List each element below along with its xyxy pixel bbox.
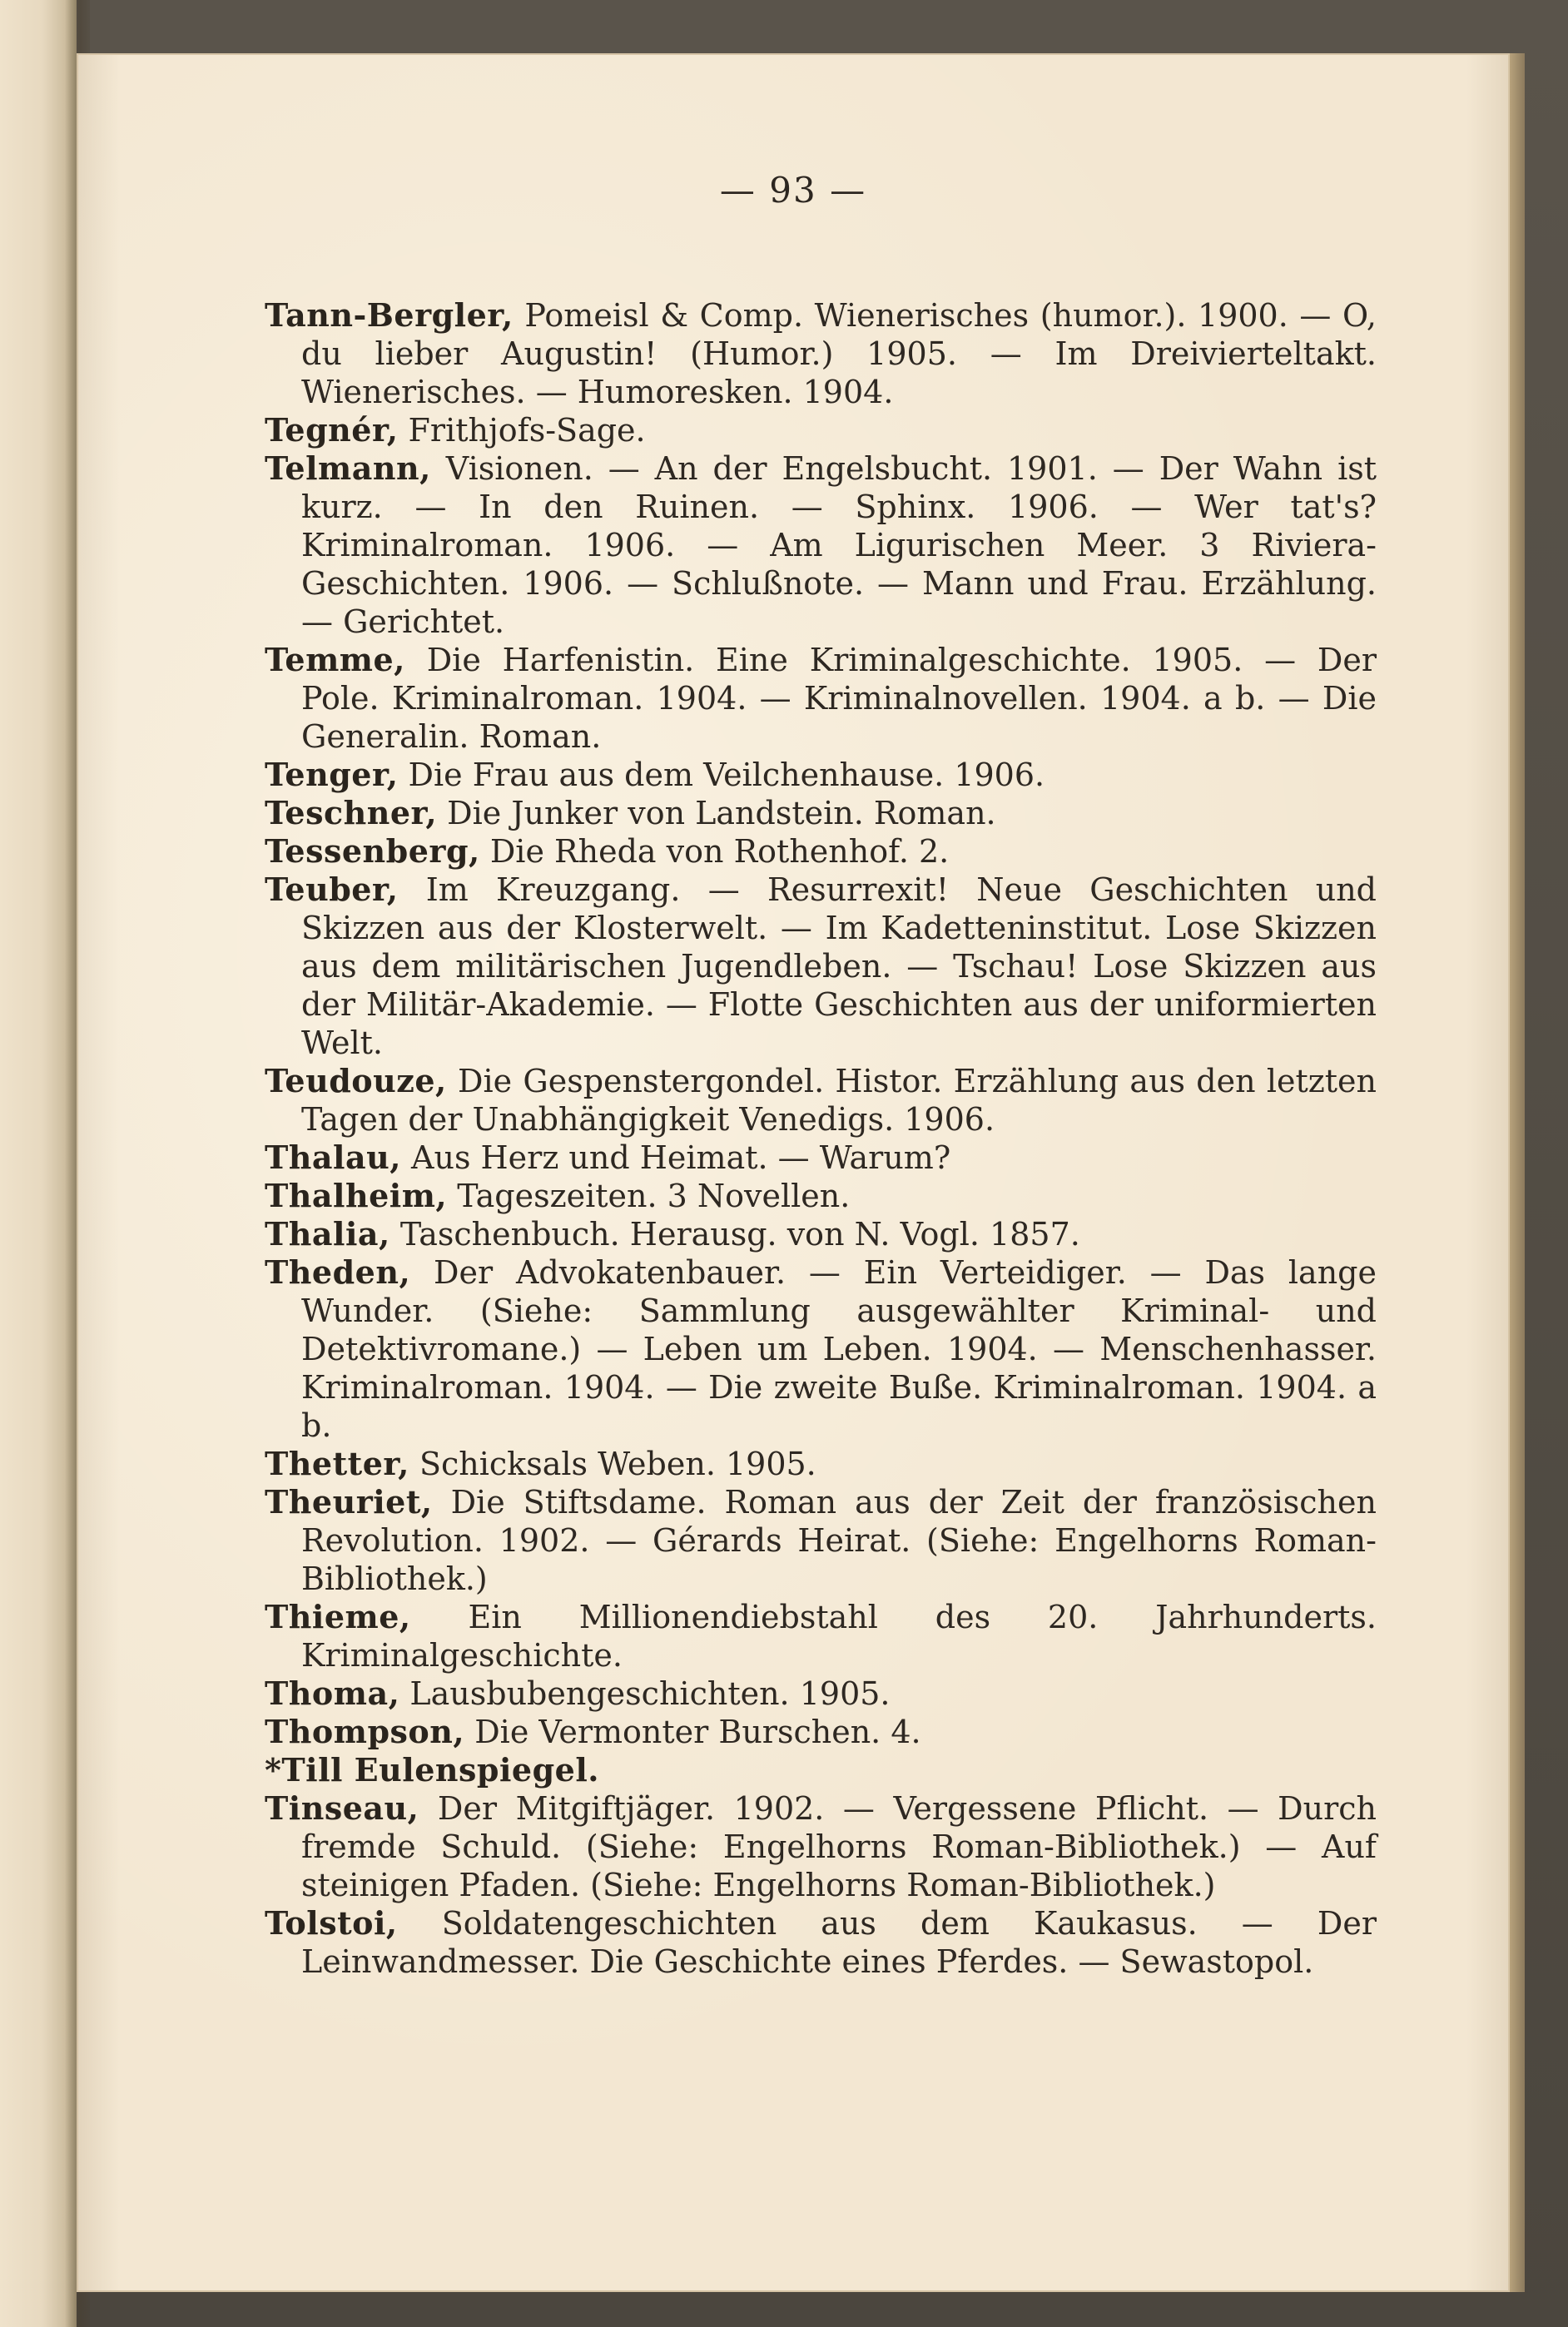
entry-text: Im Kreuzgang. — Resurrexit! Neue Geschichten und Skizzen aus der Klosterwelt. — Im Kadetteninstitut. Lose Skizzen aus dem militärischen Jugendleben. — Tschau! Lose Skizzen aus der Militär-Akademie. — Flotte Geschichten aus der uniformierten Welt. bbox=[301, 871, 1377, 1061]
catalog-entry bbox=[265, 1215, 1377, 1253]
entry-text: Schicksals Weben. 1905. bbox=[409, 1446, 816, 1482]
author-name: Thalau, bbox=[265, 1139, 401, 1176]
author-name: Thetter, bbox=[265, 1445, 409, 1482]
author-name: Thoma, bbox=[265, 1675, 400, 1712]
author-name: Thompson, bbox=[265, 1713, 465, 1750]
entry-text: Der Mitgiftjäger. 1902. — Vergessene Pflicht. — Durch fremde Schuld. (Siehe: Engelhorns Roman-Bibliothek.) — Auf steinigen Pfaden. (Siehe: Engelhorns Roman-Bibliothek.) bbox=[301, 1790, 1377, 1903]
page-number: — 93 — bbox=[719, 170, 867, 211]
entry-text: Die Rheda von Rothenhof. 2. bbox=[479, 833, 950, 870]
catalog-entry bbox=[265, 871, 1377, 1062]
entry-text: Die Harfenistin. Eine Kriminalgeschichte. 1905. — Der Pole. Kriminalroman. 1904. — Kriminalnovellen. 1904. a b. — Die Generalin. Roman. bbox=[301, 642, 1377, 755]
entry-text: Visionen. — An der Engelsbucht. 1901. — Der Wahn ist kurz. — In den Ruinen. — Sphinx. 1906. — Wer tat's? Kriminalroman. 1906. — Am Ligurischen Meer. 3 Riviera-Geschichten. 1906. — Schlußnote. — Mann und Frau. Erzählung. — Gerichtet. bbox=[301, 450, 1377, 640]
author-name: Teschner, bbox=[265, 794, 438, 831]
catalog-entry bbox=[265, 1445, 1377, 1483]
author-name: Tinseau, bbox=[265, 1789, 419, 1827]
author-name: Temme, bbox=[265, 641, 405, 678]
entry-text: Die Gespenstergondel. Histor. Erzählung aus den letzten Tagen der Unabhängigkeit Venedigs. 1906. bbox=[301, 1063, 1377, 1138]
entry-text: Frithjofs-Sage. bbox=[398, 412, 646, 449]
catalog-entry bbox=[265, 756, 1377, 794]
catalog-entry bbox=[265, 1598, 1377, 1675]
catalog-entry bbox=[265, 411, 1377, 449]
entry-text: Soldatengeschichten aus dem Kaukasus. — Der Leinwandmesser. Die Geschichte eines Pferdes. — Sewastopol. bbox=[301, 1905, 1377, 1980]
author-name: Tann-Bergler, bbox=[265, 296, 514, 334]
catalog-entry bbox=[265, 1177, 1377, 1215]
entry-text: Lausbubengeschichten. 1905. bbox=[399, 1675, 891, 1712]
catalog-entry bbox=[265, 794, 1377, 832]
catalog-entry bbox=[265, 1483, 1377, 1598]
entry-text: Tageszeiten. 3 Novellen. bbox=[447, 1178, 851, 1214]
entry-text: Taschenbuch. Herausg. von N. Vogl. 1857. bbox=[390, 1216, 1080, 1253]
author-name: Thieme, bbox=[265, 1598, 411, 1635]
entry-text: Die Vermonter Burschen. 4. bbox=[464, 1714, 921, 1750]
entry-text: Pomeisl & Comp. Wienerisches (humor.). 1900. — O, du lieber Augustin! (Humor.) 1905. — Im Dreivierteltakt. Wienerisches. — Humoresken. 1904. bbox=[301, 297, 1377, 410]
catalog-entry bbox=[265, 449, 1377, 641]
page-right-edge bbox=[1510, 53, 1525, 2292]
catalog-entry bbox=[265, 641, 1377, 756]
author-name: Teudouze, bbox=[265, 1062, 447, 1099]
book-page bbox=[77, 53, 1510, 2292]
author-name: Thalia, bbox=[265, 1215, 390, 1253]
catalog-entries bbox=[265, 296, 1377, 1981]
entry-text: Aus Herz und Heimat. — Warum? bbox=[400, 1139, 951, 1176]
author-name: Tenger, bbox=[265, 756, 399, 793]
catalog-entry bbox=[265, 1713, 1377, 1751]
catalog-entry bbox=[265, 1751, 1377, 1789]
entry-text: Die Stiftsdame. Roman aus der Zeit der französischen Revolution. 1902. — Gérards Heirat. (Siehe: Engelhorns Roman-Bibliothek.) bbox=[301, 1484, 1377, 1597]
author-name: Tolstoi, bbox=[265, 1904, 398, 1942]
catalog-entry bbox=[265, 1062, 1377, 1139]
author-name: Tegnér, bbox=[265, 411, 399, 449]
author-name: Telmann, bbox=[265, 449, 431, 487]
author-name: Theuriet, bbox=[265, 1483, 433, 1521]
entry-text: Der Advokatenbauer. — Ein Verteidiger. — Das lange Wunder. (Siehe: Sammlung ausgewählter Kriminal- und Detektivromane.) — Leben um Leben. 1904. — Menschenhasser. Kriminalroman. 1904. — Die zweite Buße. Kriminalroman. 1904. a b. bbox=[301, 1254, 1377, 1444]
entry-text: Die Frau aus dem Veilchenhause. 1906. bbox=[398, 757, 1045, 793]
catalog-entry bbox=[265, 1675, 1377, 1713]
catalog-entry bbox=[265, 1904, 1377, 1981]
catalog-entry bbox=[265, 1139, 1377, 1177]
entry-text: Ein Millionendiebstahl des 20. Jahrhunderts. Kriminalgeschichte. bbox=[301, 1599, 1377, 1674]
author-name: Teuber, bbox=[265, 871, 399, 908]
author-name: Tessenberg, bbox=[265, 832, 480, 870]
catalog-entry bbox=[265, 832, 1377, 871]
author-name: Theden, bbox=[265, 1253, 411, 1291]
entry-text: Die Junker von Landstein. Roman. bbox=[437, 795, 996, 831]
catalog-entry bbox=[265, 1253, 1377, 1445]
author-name: Thalheim, bbox=[265, 1177, 448, 1214]
catalog-entry bbox=[265, 1789, 1377, 1904]
author-name: *Till Eulenspiegel. bbox=[265, 1751, 600, 1789]
catalog-entry bbox=[265, 296, 1377, 411]
